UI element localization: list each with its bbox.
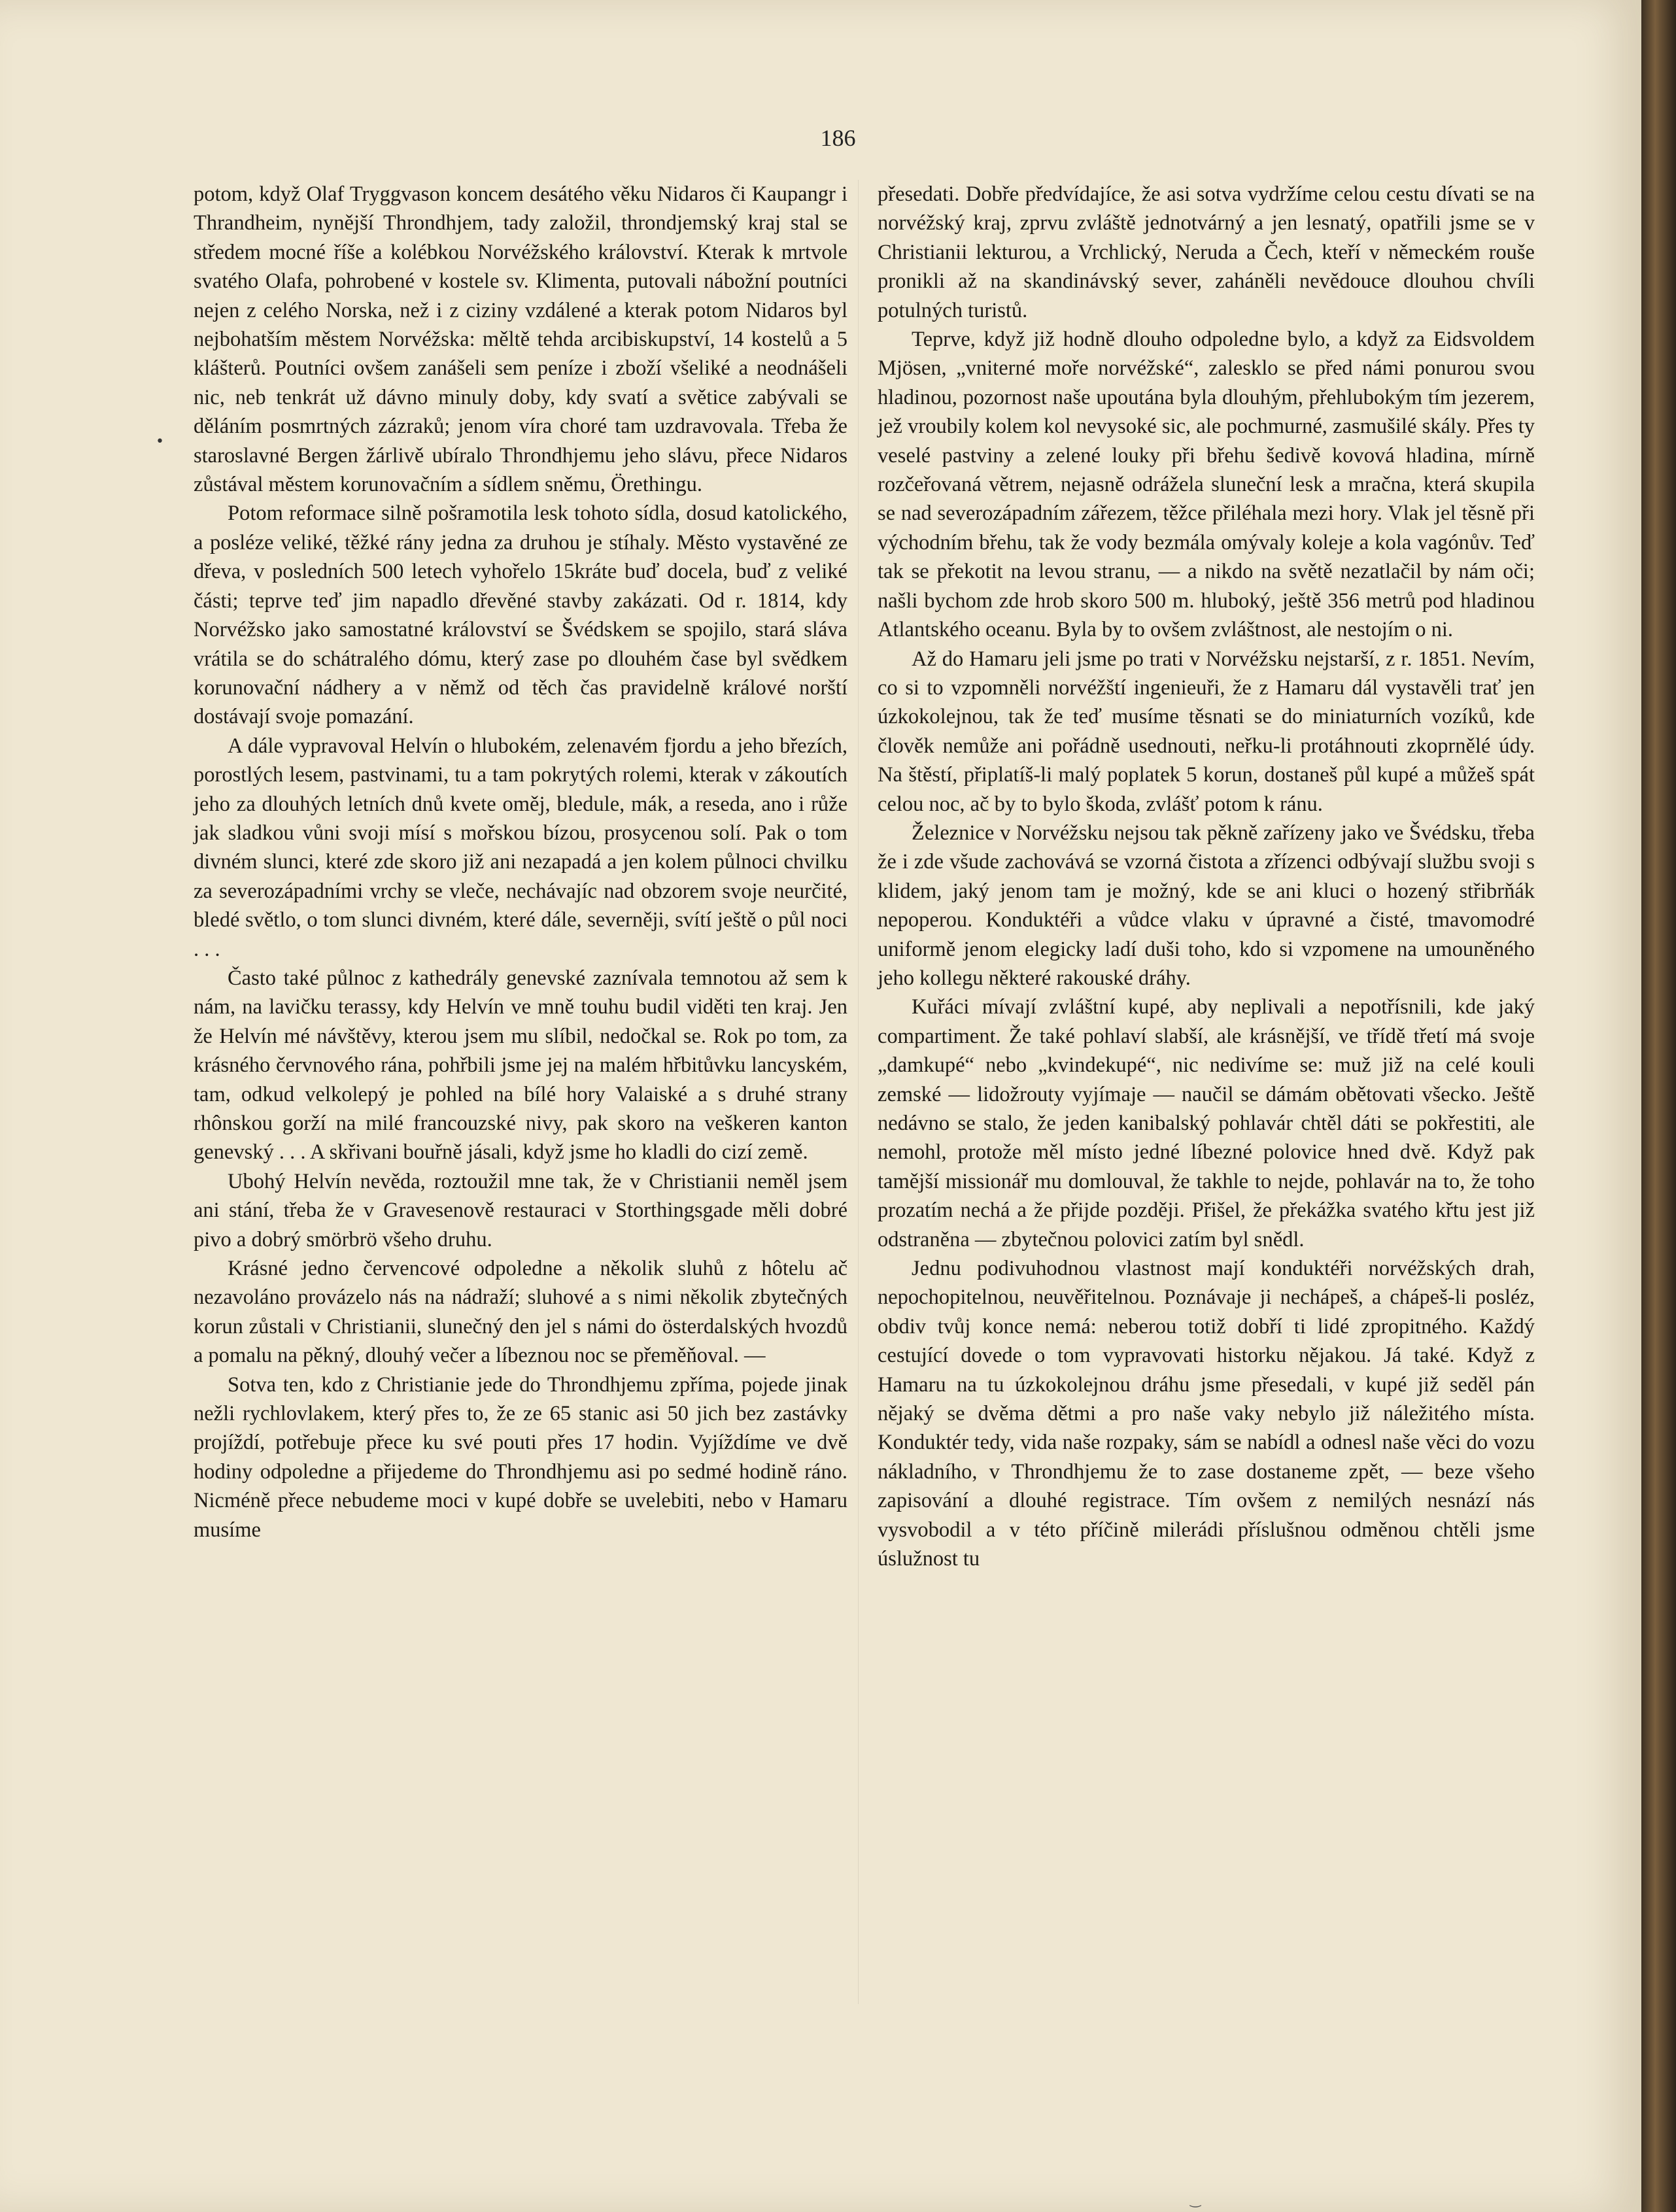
paragraph: Krásné jedno červencové odpoledne a několik sluhů z hôtelu ač nezavoláno provázelo nás na nádraží; sluhové a s nimi několik zbytečných korun zůstali v Christianii, slunečný den jel s námi do österdalských hvozdů a pomalu na pěkný, dlouhý večer a líbeznou noc se přeměňoval. —: [194, 1257, 847, 1368]
paragraph: Železnice v Norvéžsku nejsou tak pěkně zařízeny jako ve Švédsku, třeba že i zde všude zachovává se vzorná čistota a zřízenci odbývají službu svoji s klidem, jaký jenom tam je možný, kde se ani kluci o hozený střibrňák nepoperou. Konduktéři a vůdce vlaku v úpravné a čisté, tmavomodré uniformě jenom elegicky ladí duši toho, kdo si vzpomene na umouněného jeho kollegu některé rakouské dráhy.: [878, 821, 1535, 990]
paragraph: Teprve, když již hodně dlouho odpoledne bylo, a když za Eidsvoldem Mjösen, „vniterné moře norvéžské“, zalesklo se před námi ponurou svou hladinou, pozornost naše upoutána byla dlouhým, přehlubokým tím jezerem, jež vroubily kolem kol nevysoké sic, ale pochmurné, zasmušilé skály. Přes ty veselé pastviny a zelené louky při břehu šedivě kovová hladina, mírně rozčeřovaná větrem, nejasně odrážela sluneční lesk a mračna, která skupila se nad severozápadním zářezem, těžce přiléhala mezi hory. Vlak jel těsně při východním břehu, tak že vody bezmála omývaly koleje a kola vagónův. Teď tak se překotit na levou stranu, — a nikdo na světě nezatlačil by nám oči; našli bychom zde hrob skoro 500 m. hluboký, ještě 356 metrů pod hladinou Atlantského oceanu. Byla by to ovšem zvláštnost, ale nestojím o ni.: [878, 328, 1535, 642]
paragraph: A dále vypravoval Helvín o hlubokém, zelenavém fjordu a jeho březích, porostlých lesem, pastvinami, tu a tam pokrytých rolemi, kterak v zákoutích jeho za dlouhých letních dnů kvete oměj, bledule, mák, a reseda, ano i růže jak sladkou vůni svoji mísí s mořskou bízou, prosycenou solí. Pak o tom divném slunci, které zde skoro již ani nezapadá a jen kolem půlnoci chvilku za severozápadními vrchy se vleče, nechávajíc nad obzorem svoje neurčité, bledé světlo, o tom slunci divném, které dále, severněji, svítí ještě o půl noci . . .: [194, 734, 847, 961]
paragraph: Často také půlnoc z kathedrály genevské zaznívala temnotou až sem k nám, na lavičku terassy, kdy Helvín ve mně touhu budil viděti ten kraj. Jen že Helvín mé návštěvy, kterou jsem mu slíbil, nedočkal se. Rok po tom, za krásného červnového rána, pohřbili jsme jej na malém hřbitůvku lancyském, tam, odkud velkolepý je pohled na bílé hory Valaiské a s druhé strany rhônskou gorží na milé francouzské nivy, pak skoro na veškeren kanton genevský . . . A skřivani bouřně jásali, když jsme ho kladli do cizí země.: [194, 966, 847, 1165]
signature-mark: ‿: [1190, 2192, 1201, 2207]
margin-mark: •: [156, 434, 164, 450]
paragraph: potom, když Olaf Tryggvason koncem desátého věku Nidaros či Kaupangr i Thrandheim, nynější Throndhjem, tady založil, throndjemský kraj stal se středem mocné říše a kolébkou Norvéžského království. Kterak k mrtvole svatého Olafa, pohrobené v kostele sv. Klimenta, putovali nábožní poutníci nejen z celého Norska, než i z ciziny vzdálené a kterak potom Nidaros byl nejbohatším městem Norvéžska: měltě tehda arcibiskupství, 14 kostelů a 5 klášterů. Poutníci ovšem zanášeli sem peníze i zboží všeliké a neodnášeli nic, neb tenkrát už dávno minuly doby, kdy svatí a světice zabývali se děláním posmrtných zázraků; jenom víra choré tam uzdravovala. Třeba že staroslavné Bergen žárlivě ubíralo Throndhjemu jeho slávu, přece Nidaros zůstával městem korunovačním a sídlem sněmu, Örethingu.: [194, 182, 847, 497]
book-spine: [1641, 0, 1676, 2212]
right-column: [878, 180, 1535, 1574]
paragraph: Kuřáci mívají zvláštní kupé, aby neplivali a nepotřísnili, kde jaký compartiment. Že také pohlaví slabší, ale krásnější, ve třídě třetí má svoje „damkupé“ nebo „kvindekupé“, nic nedivíme se: muž již na celé kouli zemské — lidožrouty vyjímaje — naučil se dámám obětovati všecko. Ještě nedávno se stalo, že jeden kanibalský pohlavár chtěl dáti se pokřestiti, ale nemohl, protože měl místo jedné líbezné polovice hned dvě. Když pak tamější missionář mu domlouval, že takhle to nejde, pohlavár na to, že toho prozatím nechá a že přijde později. Přišel, že překážka svatého křtu jest již odstraněna — zbytečnou polovici zatím byl snědl.: [878, 995, 1535, 1251]
paragraph: přesedati. Dobře předvídajíce, že asi sotva vydržíme celou cestu dívati se na norvéžský kraj, zprvu zvláště jednotvárný a jen lesnatý, opatřili jsme se v Christianii lekturou, a Vrchlický, Neruda a Čech, kteří v německém rouše pronikli až na skandinávský sever, zaháněli nevědouce dlouhou chvíli potulných turistů.: [878, 182, 1535, 322]
paragraph: Až do Hamaru jeli jsme po trati v Norvéžsku nejstarší, z r. 1851. Nevím, co si to vzpomněli norvéžští ingenieuři, že z Hamaru dál vystavěli trať jen úzkokolejnou, tak že teď musíme těsnati se do miniaturních vozíků, kde člověk nemůže ani pořádně usednouti, neřku-li protáhnouti zkoprnělé údy. Na štěstí, připlatíš-li malý poplatek 5 korun, dostaneš půl kupé a můžeš spát celou noc, ač by to bylo škoda, zvlášť potom k ránu.: [878, 647, 1535, 816]
paragraph: Jednu podivuhodnou vlastnost mají konduktéři norvéžských drah, nepochopitelnou, neuvěřitelnou. Poznávaje ji nechápeš, a chápeš-li posléz, obdiv tvůj konce nemá: neberou totiž dobří ti lidé zpropitného. Každý cestující dovede o tom vypravovati historku nějakou. Já také. Když z Hamaru na tu úzkokolejnou dráhu jsme přesedali, v kupé již seděl pán nějaký se dvěma dětmi a pro naše vaky nebylo již náležitého místa. Konduktér tedy, vida naše rozpaky, sám se nabídl a odnesl naše věci do vozu nákladního, v Throndhjemu že to zase dostaneme zpět, — beze všeho zapisování a dlouhé registrace. Tím ovšem z nemilých nesnází nás vysvobodil a v této příčině milerádi příslušnou odměnou chtěli jsme úslužnost tu: [878, 1257, 1535, 1571]
paragraph: Potom reformace silně pošramotila lesk tohoto sídla, dosud katolického, a posléze veliké, těžké rány jedna za druhou je stíhaly. Město vystavěné ze dřeva, v posledních 500 letech vyhořelo 15kráte buď docela, buď z veliké části; teprve teď jim napadlo dřevěné stavby zakázati. Od r. 1814, kdy Norvéžsko jako samostatné království se Švédskem se spojilo, stará sláva vrátila se do schátralého dómu, který zase po dlouhém čase byl svědkem korunovační nádhery a v němž od těch čas pravidelně králové norští dostávají svoje pomazání.: [194, 502, 847, 729]
page-number: 186: [820, 125, 856, 151]
left-column: [194, 180, 847, 1544]
column-gutter: [858, 180, 859, 2004]
paragraph: Ubohý Helvín nevěda, roztoužil mne tak, že v Christianii neměl jsem ani stání, třeba že v Gravesenově restauraci v Storthingsgade měli dobré pivo a dobrý smörbrö všeho druhu.: [194, 1169, 847, 1251]
paragraph: Sotva ten, kdo z Christianie jede do Throndhjemu zpříma, pojede jinak nežli rychlovlakem, který přes to, že ze 65 stanic asi 50 jich bez zastávky projíždí, potřebuje přece ku své pouti přes 17 hodin. Vyjíždíme ve dvě hodiny odpoledne a přijedeme do Throndhjemu asi po sedmé hodině ráno. Nicméně přece nebudeme moci v kupé dobře se uvelebiti, nebo v Hamaru musíme: [194, 1372, 847, 1542]
